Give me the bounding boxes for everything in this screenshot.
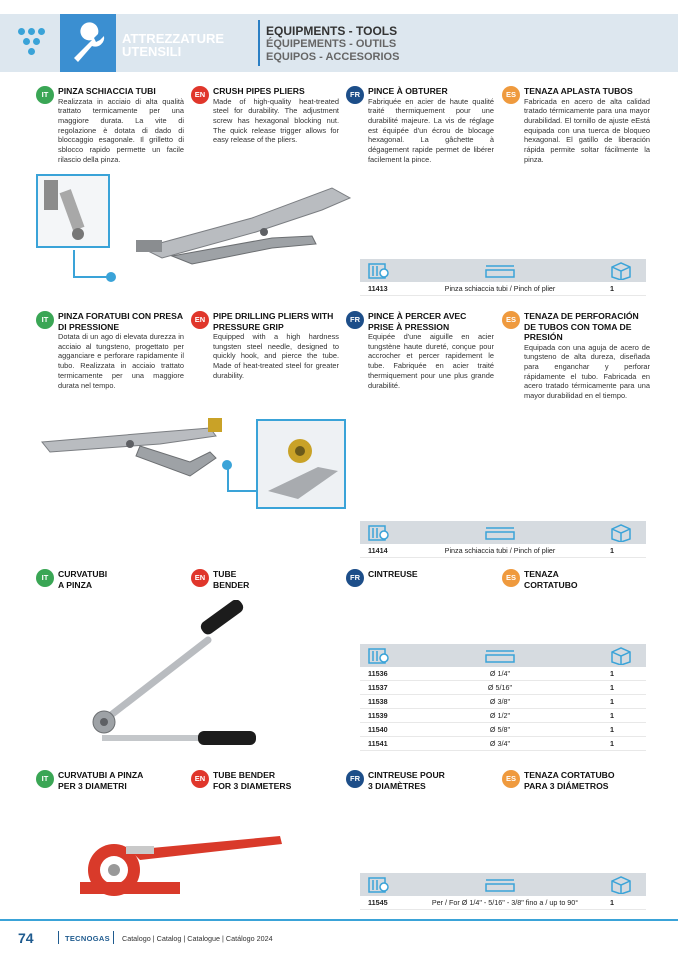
brand-name: TECNOGAS [65,934,110,943]
connector-line [73,250,75,278]
product-block-es-1 [502,86,650,164]
product-block-fr-3 [346,569,494,580]
table-row: 11537 Ø 5/16" 1 [360,681,646,695]
barcode-search-icon [368,876,392,894]
product-description: Equipada con una aguja de acero de tungsteno de alta dureza, diseñada para enganchar y perforar rápidamente el tubo. Fabricada en acero tratado térmicamente para una mayor durabilidad en el tiempo. [524,342,650,401]
product-title: TENAZA DE PERFORACIÓN DE TUBOS CON TOMA DE PRESIÓN [524,311,639,342]
table-row: 11413 Pinza schiaccia tubi / Pinch of plier 1 [360,282,646,296]
table-header [360,873,646,896]
product-title: CRUSH PIPES PLIERS [213,86,305,96]
table-row: 11545 Per / For Ø 1/4" - 5/16" - 3/8" fino a / up to 90° 1 [360,896,646,910]
product-title-line2: FOR 3 DIAMETERS [213,780,292,791]
table-row: 11540 Ø 5/8" 1 [360,723,646,737]
product-table-2 [360,521,646,558]
product-title: PINZA SCHIACCIA TUBI [58,86,156,96]
product-block-it-4 [36,770,184,791]
lang-badge-es: ES [502,569,520,587]
product-block-en-3 [191,569,339,590]
package-box-icon [610,262,632,280]
table-row: 11538 Ø 3/8" 1 [360,695,646,709]
wrench-icon [60,14,116,72]
product-title-line1: TENAZA CORTATUBO [524,770,615,780]
crush-pipes-pliers-image [132,178,354,270]
product-title: PINCE À OBTURER [368,86,448,96]
product-block-it-3 [36,569,184,590]
category-translations: EQUIPMENTS - TOOLS ÉQUIPEMENTS - OUTILS EQUIPOS - ACCESORIOS [266,24,400,63]
product-description: Equipped with a high hardness tungsten steel needle, designed to quickly hook, and pierce the tube. Made of heat-treated steel for greater durability. [213,332,339,380]
tube-bender-image [80,600,260,750]
product-table-1 [360,259,646,296]
zoom-detail-image [256,419,346,509]
lang-badge-es: ES [502,86,520,104]
product-title-line1: TUBE BENDER [213,770,276,780]
footer-divider [58,931,59,944]
product-title: PIPE DRILLING PLIERS WITH PRESSURE GRIP [213,311,334,332]
ruler-measure-icon [484,524,516,542]
table-header [360,259,646,282]
product-block-it-1 [36,86,184,164]
product-block-es-4 [502,770,650,791]
table-header [360,644,646,667]
lang-badge-it: IT [36,86,54,104]
barcode-search-icon [368,524,392,542]
table-header [360,521,646,544]
lang-badge-en: EN [191,770,209,788]
ruler-measure-icon [484,876,516,894]
connector-dot [106,272,116,282]
product-description: Dotata di un ago di elevata durezza in acciaio al tungsteno, progettato per agganciare e perforare rapidamente il tubo. Realizzata in acciaio trattato termicamente per una maggiore durata nel tempo. [58,332,184,390]
product-title-line2: BENDER [213,579,250,590]
product-block-en-1 [191,86,339,145]
connector-line [227,490,257,492]
product-title-line1: CURVATUBI [58,569,108,579]
footer-rule [0,919,678,921]
product-description: Realizzata in acciaio di alta qualità trattato termicamente per una maggiore durata. La vite di regolazione è dotata di dado di bloccaggio esagonale. Il grilletto di sblocco rapido permette un facile rilascio della pinza. [58,96,184,164]
product-description: Fabriquée en acier de haute qualité traité thermiquement pour une durabilité majeure. La vis de réglage est équipée d'un écrou de blocage hexagonal. La gâchette à dégagement rapide permet de libérer facilement la pince. [368,96,494,164]
product-table-3 [360,644,646,751]
lang-badge-en: EN [191,311,209,329]
product-description: Equipée d'une aiguille en acier tungstène haute dureté, conçue pour accrocher et percer rapidement le tube. Fabriquée en acier traité thermiquement pour une plus grande durabilité. [368,332,494,390]
lang-badge-fr: FR [346,569,364,587]
product-title-line2: PARA 3 DIÁMETROS [524,780,609,791]
table-row: 11539 Ø 1/2" 1 [360,709,646,723]
product-title: PINZA FORATUBI CON PRESA DI PRESSIONE [58,311,183,332]
zoom-detail-image [36,174,110,248]
ruler-measure-icon [484,262,516,280]
table-row: 11414 Pinza schiaccia tubi / Pinch of plier 1 [360,544,646,558]
lang-badge-es: ES [502,311,520,329]
package-box-icon [610,524,632,542]
lang-badge-it: IT [36,770,54,788]
product-title-line1: CURVATUBI A PINZA [58,770,144,780]
product-title-line2: 3 DIAMÈTRES [368,780,426,791]
product-description: Fabricada en acero de alta calidad tratado térmicamente para una mayor durabilidad. El tornillo de ajuste eEstá equipada con una tuerca de bloqueo hexagonal. El gatillo de liberación rápida permite soltar fácilmente la pinza. [524,96,650,164]
package-box-icon [610,876,632,894]
product-title: TENAZA APLASTA TUBOS [524,86,633,96]
lang-badge-fr: FR [346,86,364,104]
catalog-label: Catalogo | Catalog | Catalogue | Catálogo 2024 [122,934,273,943]
lang-badge-it: IT [36,569,54,587]
lang-badge-fr: FR [346,311,364,329]
package-box-icon [610,647,632,665]
product-block-en-2 [191,311,339,381]
three-diameter-bender-image [70,820,290,910]
footer-divider [113,931,114,944]
category-title: ATTREZZATURE UTENSILI [122,31,225,59]
product-title-line1: TENAZA [524,569,559,579]
product-title-line1: TUBE [213,569,237,579]
lang-badge-en: EN [191,569,209,587]
table-row: 11536 Ø 1/4" 1 [360,667,646,681]
lang-badge-fr: FR [346,770,364,788]
product-title-line1: CINTREUSE POUR [368,770,445,780]
lang-badge-it: IT [36,311,54,329]
connector-line [227,464,229,492]
product-block-fr-4 [346,770,494,791]
product-table-4 [360,873,646,910]
brand-dots-icon [18,26,50,60]
product-title-line2: CORTATUBO [524,579,578,590]
page-number: 74 [18,930,34,946]
product-block-it-2 [36,311,184,390]
table-row: 11541 Ø 3/4" 1 [360,737,646,751]
connector-line [73,276,109,278]
product-block-fr-2 [346,311,494,390]
product-title-line2: A PINZA [58,579,93,590]
product-title-line1: CINTREUSE [368,569,418,579]
barcode-search-icon [368,262,392,280]
product-block-fr-1 [346,86,494,164]
lang-badge-es: ES [502,770,520,788]
ruler-measure-icon [484,647,516,665]
lang-badge-en: EN [191,86,209,104]
product-block-en-4 [191,770,339,791]
product-block-es-2 [502,311,650,401]
pipe-drilling-pliers-image [40,412,236,482]
product-title: PINCE À PERCER AVEC PRISE À PRESSION [368,311,467,332]
header-divider [258,20,260,66]
product-description: Made of high-quality heat-treated steel for durability. The adjustment screw has hexagonal blocking nut. The quick release trigger allows for easy release of the pliers. [213,96,339,145]
product-title-line2: PER 3 DIAMETRI [58,780,127,791]
product-block-es-3 [502,569,650,590]
barcode-search-icon [368,647,392,665]
